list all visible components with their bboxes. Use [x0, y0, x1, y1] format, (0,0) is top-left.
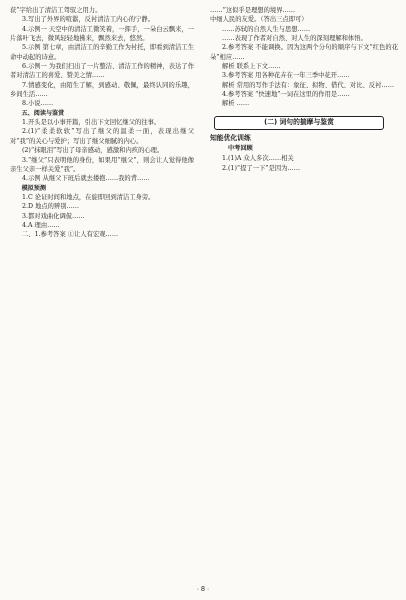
right-para: 1.(1)A 众人多次……相关 — [221, 155, 294, 163]
page-number: · 8 · — [196, 586, 210, 593]
sub-heading-review: 中考回顾 — [228, 145, 253, 153]
left-para: 3.“继父”只表明他的身份，如果用“继父”，则会让人觉得他像亲生父亲一样关爱“我”。 — [10, 156, 194, 173]
right-para: 解析 联系上下文…… — [221, 63, 281, 71]
sub-heading-training: 知能优化训练 — [210, 133, 251, 142]
left-para: 4.示例一 天空中的清洁工微笑着，一挥手，一朵白云飘来，一片落叶飞去，微风轻轻地拂来，飘然来去，悠然。 — [10, 25, 194, 43]
right-para: 解析 常用的写作手法有：象征、拟物、借代、对比、反衬…… — [221, 81, 394, 89]
left-para: 4.示例 从继父下班后就去搂抱……我的背…… — [21, 175, 150, 183]
left-para: 8.小说…… — [21, 100, 54, 108]
left-para: 二、1.参考答案 ①让人有宏观…… — [21, 231, 119, 239]
left-heading-prediction: 模拟预测 — [21, 184, 46, 192]
right-column — [210, 6, 398, 173]
left-para: 7.情感变化，由陌生了解，到感动、敬佩，最终认同的乐趣，乡间生活…… — [10, 81, 194, 99]
left-para: 2.D 地点的辨别…… — [21, 203, 80, 211]
left-para: 2.(1)“柔柔软软”写出了继父的温柔一面，表现出继父对“我”的关心与爱护；写出了继父细腻的内心。 — [10, 128, 194, 145]
right-para: ……”这似乎是理想的境界…… — [210, 7, 296, 14]
right-para: ……苏轼的自然人生与思想…… — [221, 25, 311, 33]
right-para: ……表现了作者对自然、对人生的深刻理解和体悟。 — [221, 35, 367, 43]
left-heading: 五、阅读与鉴赏 — [21, 109, 65, 117]
right-para: 2.参考答案 不能调换。因为这两个分句的顺序与下文“红色的花朵”相应…… — [210, 44, 398, 61]
right-para: 4.参考答案 “快速地”一词在这里的作用是…… — [221, 91, 350, 99]
left-para: (2)“抹眼泪”写出了母亲感动，感激和内疚的心理。 — [21, 147, 164, 155]
left-para: 6.示例一 为我们扫出了一片整洁、清洁工作的精神，表达了作者对清洁工的喜爱、赞美之情…… — [10, 63, 194, 80]
right-para: 中细人民的友爱。（答出三点即可） — [210, 16, 308, 24]
right-para: 2.(1)“提了一下”是因为…… — [221, 164, 301, 172]
right-para: 3.参考答案 用各种花卉在一年三季中花开…… — [221, 72, 350, 80]
left-para: 1.C 论证时间和地点，在旋即回到清洁工身旁。 — [21, 193, 155, 201]
left-column — [10, 6, 194, 240]
left-para: 3.都对戏曲化调侃…… — [21, 212, 85, 220]
left-para: 3.写出了外界的喧嚣，反衬清洁工内心的宁静。 — [21, 16, 154, 24]
left-para: 4.A 理由…… — [21, 221, 60, 229]
section-title-bar: (二) 词句的揣摩与鉴赏 — [214, 116, 384, 130]
left-para: 获”字给出了清洁工驾驭之用力。 — [10, 7, 102, 14]
left-para: 1.开头是以小事开篇，引出下文回忆继父的往事。 — [21, 119, 161, 127]
left-para: 5.示例 第七章，由清洁工的辛勤工作为衬托，即看到清洁工生命中动起的诗意。 — [10, 44, 194, 61]
right-para: 解析 …… — [221, 100, 250, 108]
